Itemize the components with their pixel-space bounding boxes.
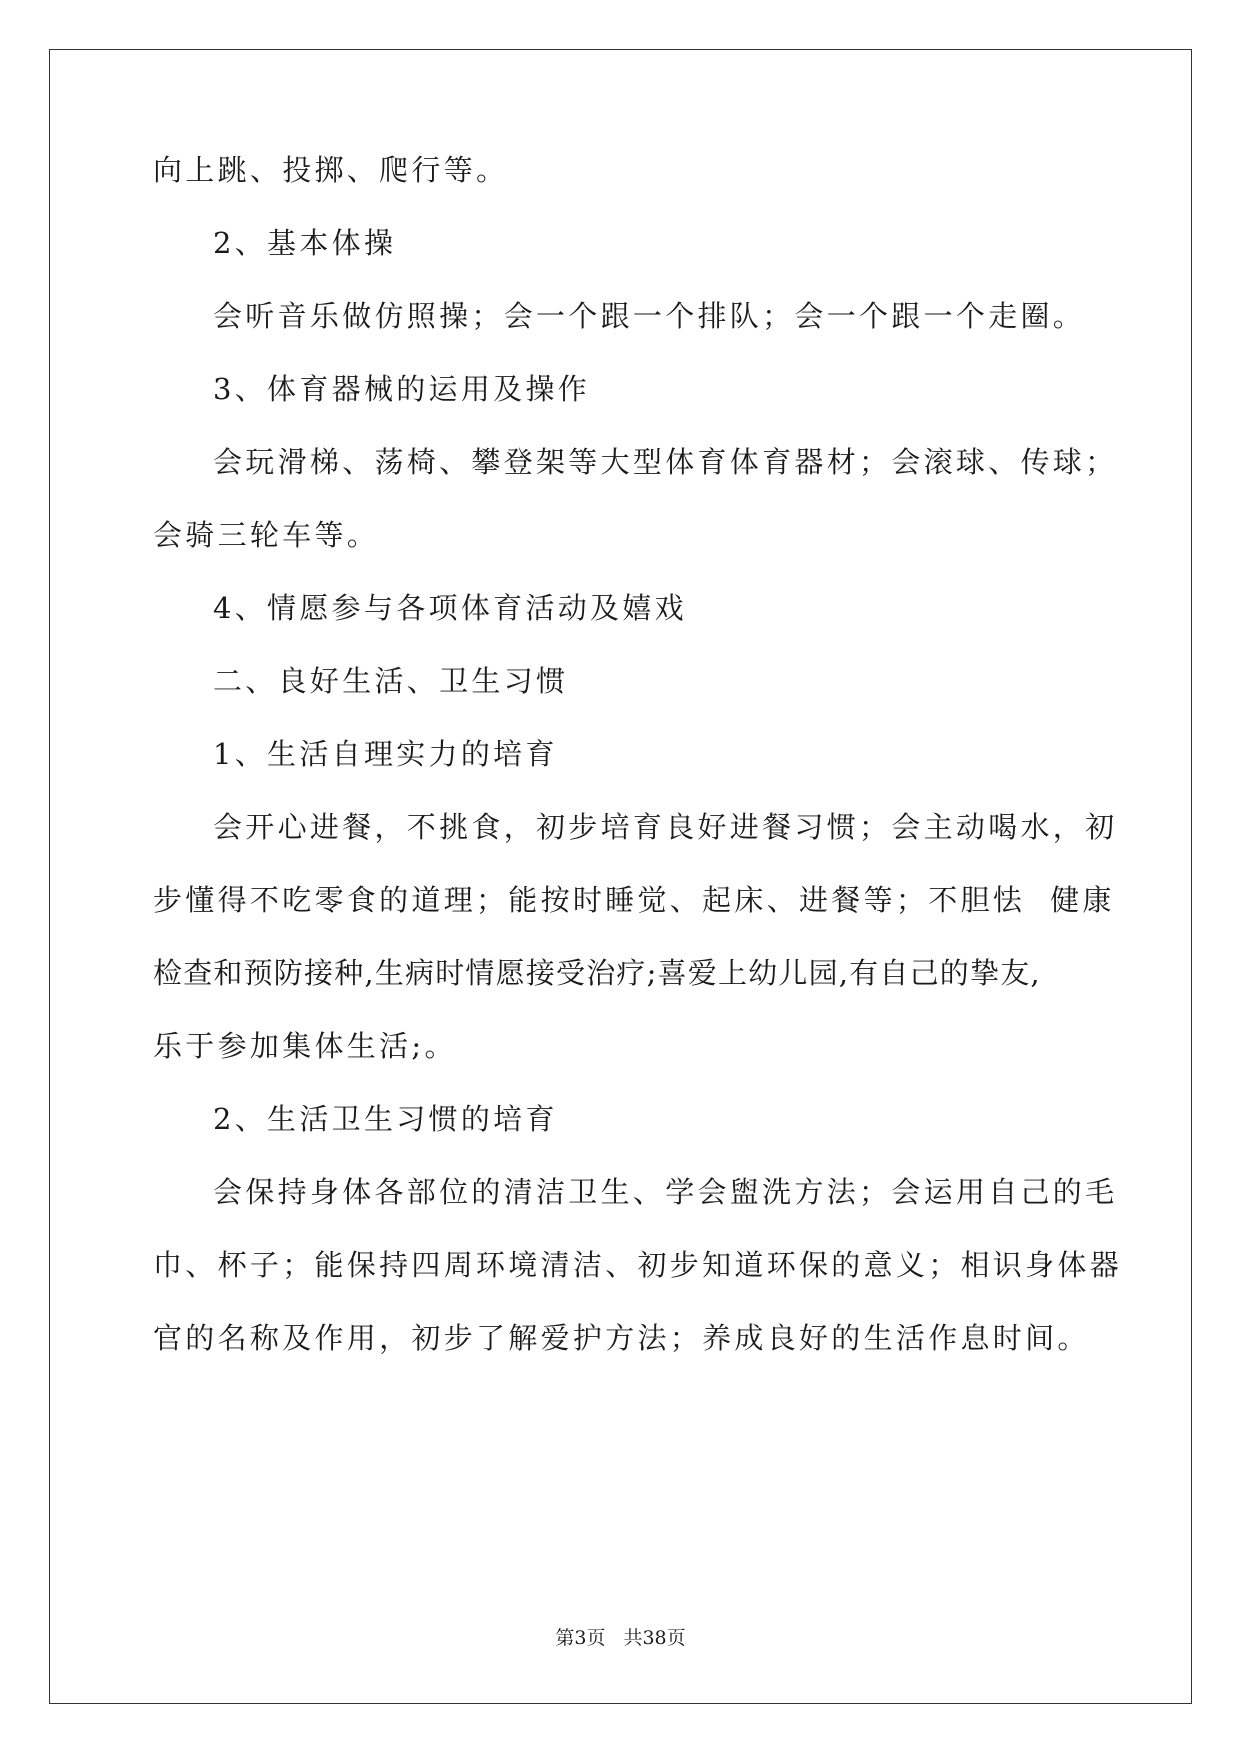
body-line: 会开心进餐，不挑食，初步培育良好进餐习惯；会主动喝水，初 [213,810,1118,844]
section-heading: 4、情愿参与各项体育活动及嬉戏 [213,591,687,625]
body-line: 会骑三轮车等。 [153,518,380,552]
section-heading: 2、生活卫生习惯的培育 [213,1102,558,1136]
body-line: 会听音乐做仿照操；会一个跟一个排队；会一个跟一个走圈。 [213,299,1086,333]
body-line: 巾、杯子；能保持四周环境清洁、初步知道环保的意义；相识身体器 [153,1248,1123,1282]
body-line: 步懂得不吃零食的道理；能按时睡觉、起床、进餐等；不胆怯 健康 [153,883,1115,917]
current-page-number: 第3页 [555,1627,606,1649]
body-line: 乐于参加集体生活;。 [153,1029,457,1063]
section-heading: 2、基本体操 [213,226,397,260]
section-heading: 3、体育器械的运用及操作 [213,372,591,406]
chapter-heading: 二、良好生活、卫生习惯 [213,664,569,698]
body-line: 会保持身体各部位的清洁卫生、学会盥洗方法；会运用自己的毛 [213,1175,1118,1209]
body-line: 检查和预防接种,生病时情愿接受治疗;喜爱上幼儿园,有自己的挚友, [153,956,1041,990]
body-line: 会玩滑梯、荡椅、攀登架等大型体育体育器材；会滚球、传球； [213,445,1118,479]
page-footer [0,1626,1241,1650]
total-page-count: 共38页 [623,1627,686,1649]
body-line: 官的名称及作用，初步了解爱护方法；养成良好的生活作息时间。 [153,1321,1090,1355]
body-line: 向上跳、投掷、爬行等。 [153,153,509,187]
section-heading: 1、生活自理实力的培育 [213,737,558,771]
